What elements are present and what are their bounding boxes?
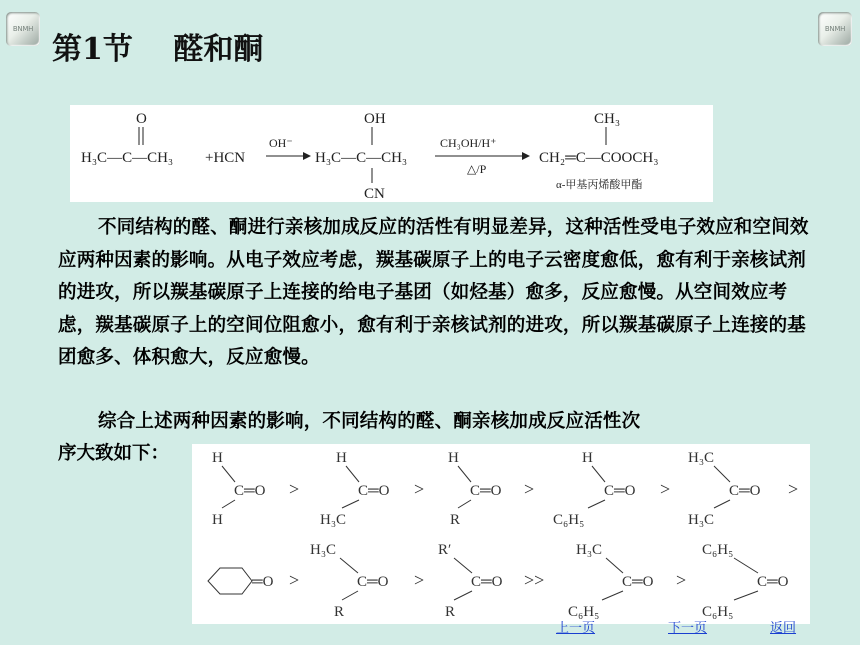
greater-than: >: [676, 570, 687, 590]
acetaldehyde-structure: [320, 450, 424, 528]
prev-page-link[interactable]: 上一页: [556, 621, 596, 636]
cyclohexanone-structure: [208, 568, 299, 594]
svg-text:C═O: C═O: [622, 574, 654, 590]
condition-top: CH₃OH/H⁺: [440, 136, 497, 150]
catalyst-label: OH⁻: [269, 136, 293, 150]
svg-text:H₃C: H₃C: [688, 512, 715, 528]
svg-text:H: H: [448, 450, 459, 466]
greater-than: >: [660, 479, 671, 499]
back-link[interactable]: 返回: [770, 621, 797, 636]
dialkyl-ketone-structure: [438, 542, 544, 620]
svg-text:C═O: C═O: [358, 483, 390, 499]
reagent-hcn: +HCN: [205, 150, 246, 166]
svg-text:C₆H₅: C₆H₅: [553, 512, 585, 528]
product1-oh: OH: [364, 111, 386, 127]
explanation-paragraph: 不同结构的醛、酮进行亲核加成反应的活性有明显差异，这种活性受电子效应和空间效应两种因素的影响。从电子效应考虑，羰基碳原子上的电子云密度愈低，愈有利于亲核试剂的进攻，所以羰基碳原子上连接的给电子基团（如烃基）愈多，反应愈慢。从空间效应考虑，羰基碳原子上的空间位阻愈小，愈有利于亲核试剂的进攻，所以羰基碳原子上连接的基团愈多、体积愈大，反应愈慢。: [58, 217, 809, 368]
school-emblem-icon: BNMH: [818, 12, 852, 46]
svg-text:═O: ═O: [252, 574, 274, 590]
svg-text:C═O: C═O: [357, 574, 389, 590]
product2-ch3: CH₃: [594, 111, 621, 127]
product1-cn: CN: [364, 186, 385, 202]
greater-than: >: [414, 570, 425, 590]
summary-paragraph: 综合上述两种因素的影响，不同结构的醛、酮亲核加成反应活性次: [98, 411, 641, 432]
condition-bottom: △/P: [467, 162, 487, 176]
svg-text:H₃C: H₃C: [320, 512, 347, 528]
summary-paragraph-end: 序大致如下：: [58, 443, 170, 464]
acetophenone-structure: [568, 542, 686, 620]
svg-text:R: R: [334, 604, 345, 620]
reactant1-formula: H₃C—C—CH₃: [81, 150, 174, 166]
svg-text:H₃C: H₃C: [688, 450, 715, 466]
greater-than: >: [788, 479, 799, 499]
svg-text:H: H: [212, 450, 223, 466]
svg-text:H₃C: H₃C: [310, 542, 337, 558]
formaldehyde-structure: [212, 450, 299, 528]
svg-text:R: R: [450, 512, 461, 528]
svg-text:C═O: C═O: [729, 483, 761, 499]
much-greater-than: >>: [524, 570, 545, 590]
product2-formula: CH₂═C—COOCH₃: [539, 150, 659, 166]
svg-text:C═O: C═O: [604, 483, 636, 499]
svg-text:C₆H₅: C₆H₅: [702, 604, 734, 620]
product2-name: α-甲基丙烯酸甲酯: [556, 179, 643, 191]
reactant1-oxygen: O: [136, 111, 147, 127]
greater-than: >: [524, 479, 535, 499]
svg-text:C═O: C═O: [470, 483, 502, 499]
next-page-link[interactable]: 下一页: [668, 621, 708, 636]
greater-than: >: [289, 479, 300, 499]
greater-than: >: [414, 479, 425, 499]
product1-formula: H₃C—C—CH₃: [315, 150, 408, 166]
greater-than: >: [289, 570, 300, 590]
svg-text:H₃C: H₃C: [576, 542, 603, 558]
svg-text:H: H: [212, 512, 223, 528]
methyl-ketone-structure: [310, 542, 424, 620]
school-emblem-icon: BNMH: [6, 12, 40, 46]
svg-text:C₆H₅: C₆H₅: [702, 542, 734, 558]
reaction-scheme: [70, 105, 713, 202]
svg-text:C₆H₅: C₆H₅: [568, 604, 600, 620]
reactivity-order-scheme: [192, 444, 810, 624]
svg-text:R′: R′: [438, 542, 452, 558]
benzaldehyde-structure: [553, 450, 670, 528]
benzophenone-structure: [702, 542, 789, 620]
svg-text:H: H: [582, 450, 593, 466]
page-title: 第1节 醛和酮: [52, 32, 264, 67]
aldehyde-structure: [448, 450, 534, 528]
svg-text:C═O: C═O: [471, 574, 503, 590]
reaction-scheme-svg: [70, 105, 713, 202]
reactivity-order-svg: [192, 444, 810, 624]
svg-text:C═O: C═O: [757, 574, 789, 590]
svg-text:C═O: C═O: [234, 483, 266, 499]
svg-text:R: R: [445, 604, 456, 620]
acetone-structure: [688, 450, 798, 528]
svg-text:H: H: [336, 450, 347, 466]
